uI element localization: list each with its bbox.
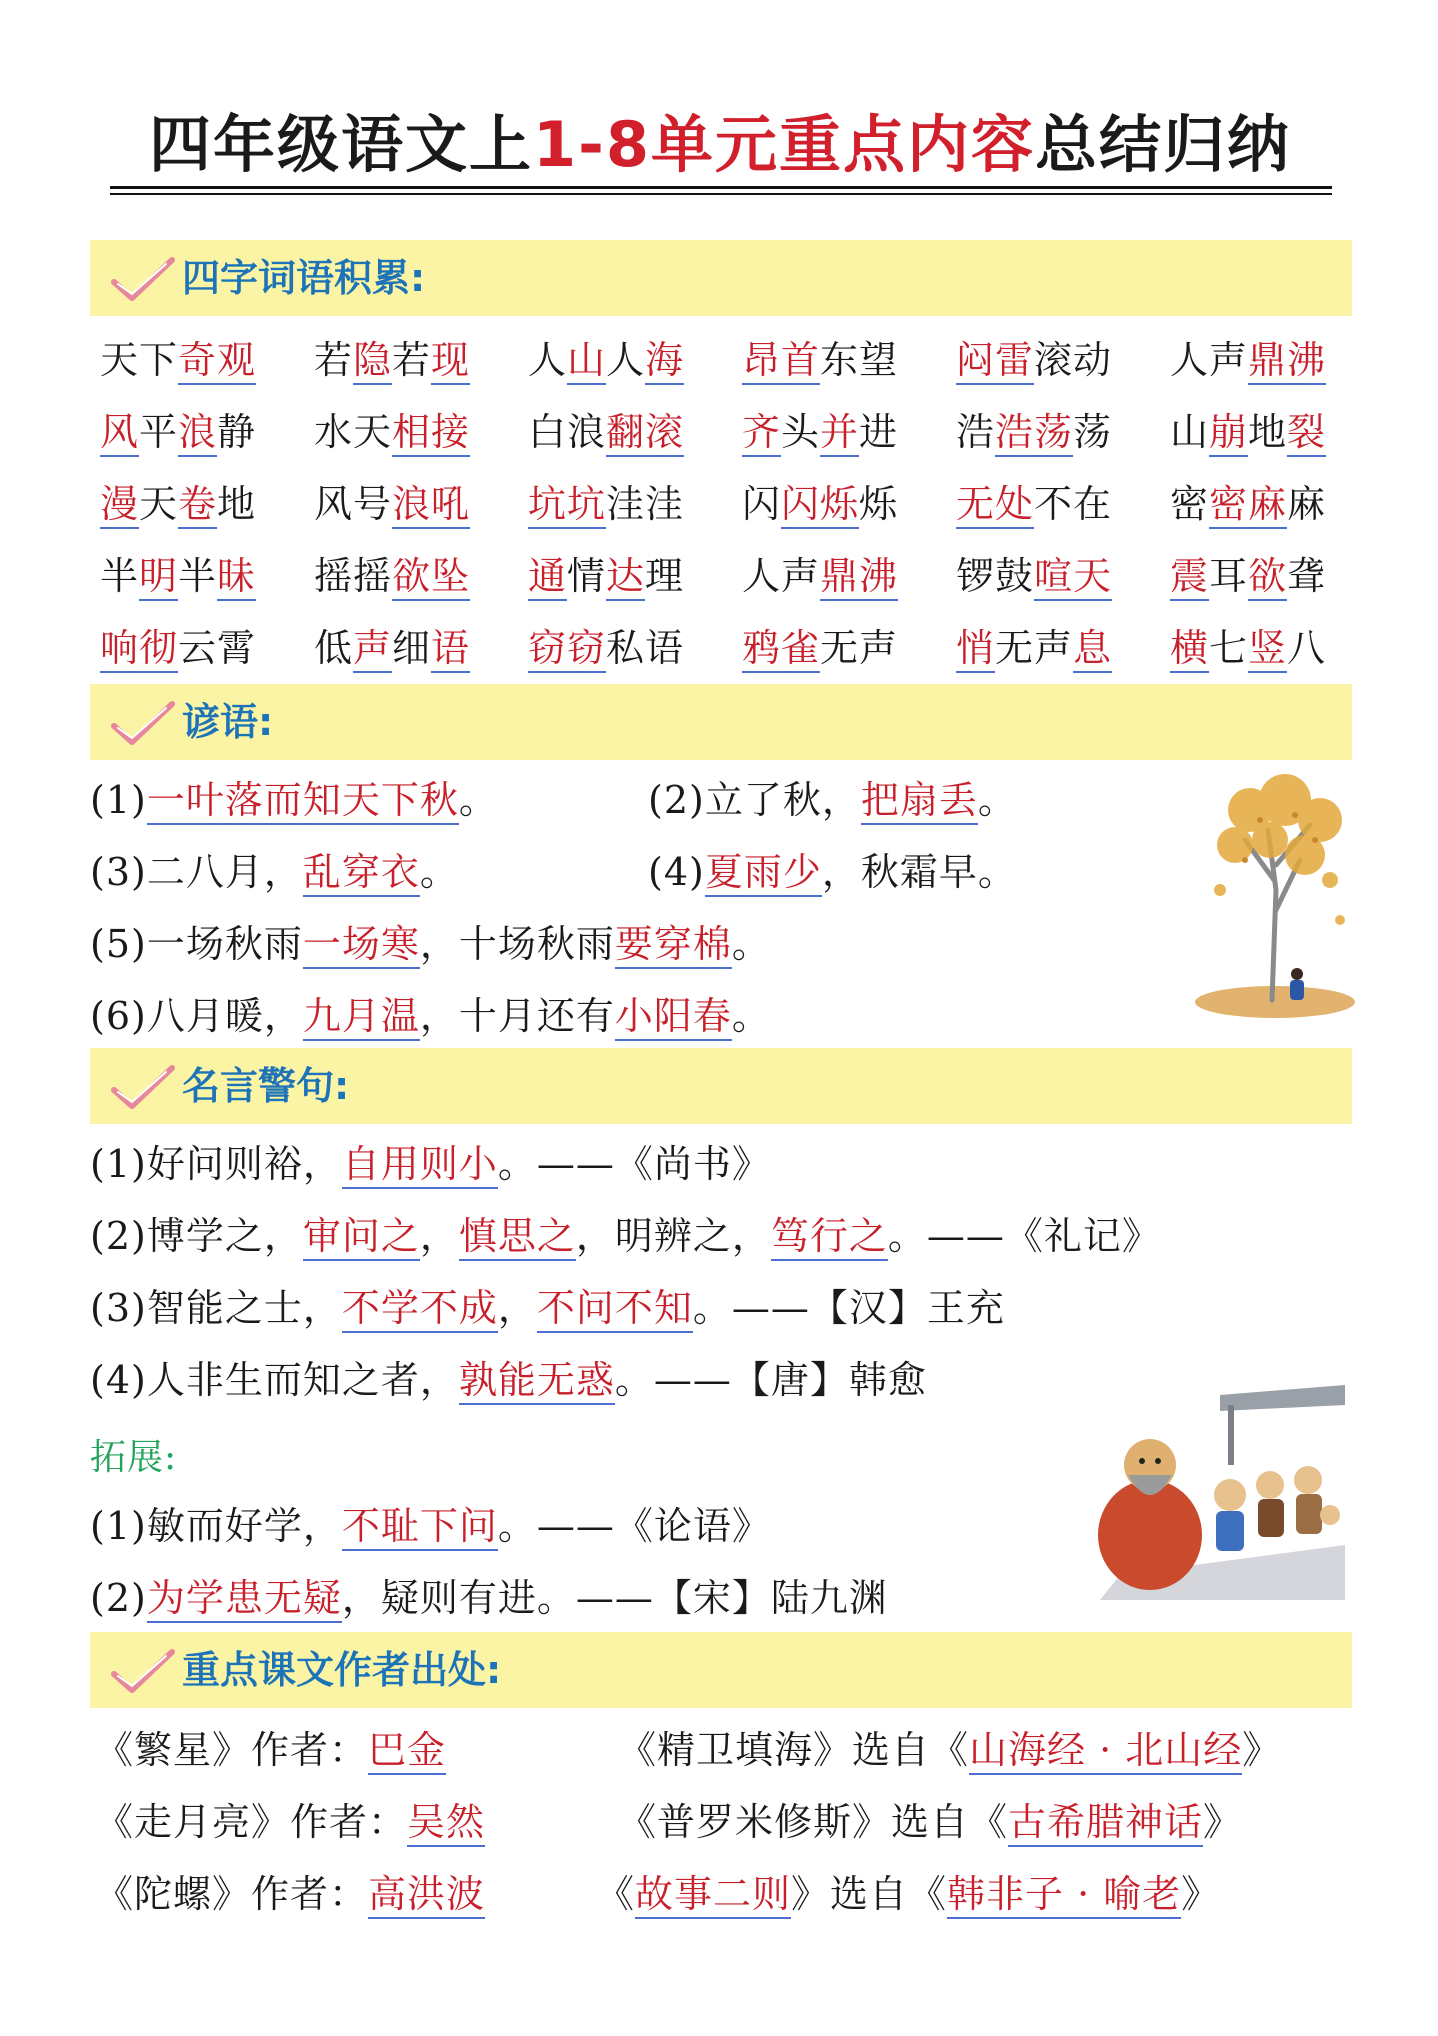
key-text: 语 (431, 626, 470, 673)
text-segment: 不在 (1034, 482, 1113, 526)
text-segment: 白浪 (528, 410, 607, 454)
text-segment: 私语 (606, 626, 685, 670)
idiom-item (1170, 330, 1326, 390)
section-header-proverbs (90, 684, 1352, 760)
idiom-item (528, 618, 684, 678)
text-segment: 天下 (100, 338, 179, 382)
key-text: 鸦雀 (742, 626, 820, 673)
section-title-authors: 重点课文作者出处: (182, 1648, 502, 1692)
key-text: 现 (431, 338, 470, 385)
key-text: 震 (1170, 554, 1209, 601)
author-line (95, 1720, 446, 1780)
text-segment: 地 (1248, 410, 1288, 454)
proverb-line (648, 842, 1017, 902)
text-segment: 半 (100, 554, 140, 598)
text-segment: (1) (90, 778, 147, 822)
extension-line (90, 1496, 771, 1556)
key-text: 海 (645, 338, 684, 385)
text-segment: 。——《论语》 (497, 1504, 771, 1548)
idiom-item (1170, 402, 1326, 462)
key-text: 夏雨少 (705, 850, 822, 897)
text-segment: ， (419, 1214, 459, 1258)
key-text: 通 (528, 554, 567, 601)
idiom-row (100, 618, 1360, 678)
idiom-item (742, 618, 898, 678)
key-text: 并 (820, 410, 859, 457)
title-part1: 四年级语文上 (148, 108, 533, 181)
idiom-item (314, 330, 470, 390)
text-segment: 情 (567, 554, 607, 598)
autumn-tree-illustration (1190, 770, 1360, 1020)
title-underline (110, 186, 1332, 189)
idiom-item (742, 546, 898, 606)
proverb-line (90, 770, 498, 830)
key-text: 浪 (178, 410, 217, 457)
key-text: 闪烁 (781, 482, 859, 529)
text-segment: 人 (606, 338, 646, 382)
key-text: 乱穿衣 (303, 850, 420, 897)
key-text: 奇观 (178, 338, 256, 385)
key-text: 隐 (353, 338, 392, 385)
text-segment: ， (497, 1286, 537, 1330)
text-segment: 。 (458, 778, 498, 822)
key-text: 喧天 (1034, 554, 1112, 601)
page-title (110, 105, 1330, 185)
text-segment: 平 (139, 410, 179, 454)
text-segment: 密 (1170, 482, 1210, 526)
idiom-item (100, 618, 256, 678)
text-segment: (1)敏而好学， (90, 1504, 342, 1548)
key-text: 不学不成 (342, 1286, 498, 1333)
text-segment: 头 (781, 410, 821, 454)
text-segment: (6)八月暖， (90, 994, 303, 1038)
key-text: 裂 (1287, 410, 1326, 457)
key-text: 竖 (1248, 626, 1287, 673)
text-segment: 。 (419, 850, 459, 894)
text-segment: 烁 (859, 482, 899, 526)
key-text: 小阳春 (615, 994, 732, 1041)
key-text: 密麻 (1209, 482, 1287, 529)
idiom-item (742, 402, 898, 462)
text-segment: (3)智能之士， (90, 1286, 342, 1330)
text-segment: 荡 (1073, 410, 1113, 454)
text-segment: (4)人非生而知之者， (90, 1358, 459, 1402)
key-text: 山 (567, 338, 606, 385)
key-text: 孰能无惑 (459, 1358, 615, 1405)
idiom-item (528, 546, 684, 606)
text-segment: ，十月还有 (419, 994, 615, 1038)
idiom-row (100, 474, 1360, 534)
key-text: 山海经 · 北山经 (969, 1728, 1242, 1775)
text-segment: 无声 (820, 626, 899, 670)
key-text: 息 (1073, 626, 1112, 673)
text-segment: 七 (1209, 626, 1249, 670)
key-text: 无处 (956, 482, 1034, 529)
section-header-quotes (90, 1048, 1352, 1124)
text-segment: 人 (528, 338, 568, 382)
text-segment: 。——《礼记》 (887, 1214, 1161, 1258)
text-segment: 。——【唐】韩愈 (614, 1358, 927, 1402)
text-segment: 。 (731, 922, 771, 966)
idiom-item (528, 330, 684, 390)
key-text: 闷雷 (956, 338, 1034, 385)
idiom-item (100, 474, 256, 534)
quote-line (90, 1278, 1005, 1338)
text-segment: 滚动 (1034, 338, 1113, 382)
key-text: 吴然 (407, 1800, 485, 1847)
key-text: 不耻下问 (342, 1504, 498, 1551)
idiom-item (956, 474, 1112, 534)
key-text: 响彻 (100, 626, 178, 673)
source-line (618, 1792, 1242, 1852)
key-text: 齐 (742, 410, 781, 457)
key-text: 笃行之 (771, 1214, 888, 1261)
key-text: 慎思之 (459, 1214, 576, 1261)
idiom-item (1170, 618, 1326, 678)
text-segment: 《精卫填海》选自《 (618, 1728, 970, 1772)
text-segment: 锣鼓 (956, 554, 1035, 598)
proverb-line (90, 842, 459, 902)
key-text: 审问之 (303, 1214, 420, 1261)
text-segment: 东望 (820, 338, 899, 382)
proverb-line (648, 770, 1017, 830)
text-segment: 八 (1287, 626, 1327, 670)
text-segment: 若 (314, 338, 354, 382)
text-segment: 。——【汉】王充 (692, 1286, 1005, 1330)
checkmark-icon (108, 698, 178, 748)
proverb-line (90, 914, 771, 974)
text-segment: 。 (977, 778, 1017, 822)
idiom-item (956, 330, 1112, 390)
key-text: 漫 (100, 482, 139, 529)
text-segment: 静 (217, 410, 257, 454)
text-segment: 聋 (1287, 554, 1327, 598)
idiom-row (100, 402, 1360, 462)
text-segment: 。——《尚书》 (497, 1142, 771, 1186)
text-segment: 半 (178, 554, 218, 598)
key-text: 风 (100, 410, 139, 457)
text-segment: 》 (1181, 1872, 1221, 1916)
text-segment: (2) (90, 1576, 147, 1620)
key-text: 把扇丢 (861, 778, 978, 825)
text-segment: 水天 (314, 410, 393, 454)
key-text: 声 (353, 626, 392, 673)
text-segment: (5)一场秋雨 (90, 922, 303, 966)
text-segment: 》选自《 (791, 1872, 948, 1916)
text-segment: 云霄 (178, 626, 257, 670)
text-segment: 风号 (314, 482, 393, 526)
author-line (95, 1792, 485, 1852)
key-text: 韩非子 · 喻老 (947, 1872, 1181, 1919)
text-segment: 无声 (995, 626, 1074, 670)
text-segment: 《普罗米修斯》选自《 (618, 1800, 1009, 1844)
quote-line (90, 1350, 927, 1410)
key-text: 鼎沸 (820, 554, 898, 601)
key-text: 自用则小 (342, 1142, 498, 1189)
text-segment: 若 (392, 338, 432, 382)
idiom-item (742, 474, 898, 534)
key-text: 浪吼 (392, 482, 470, 529)
text-segment: 进 (859, 410, 899, 454)
text-segment: 人声 (742, 554, 821, 598)
text-segment: 《陀螺》作者： (95, 1872, 369, 1916)
key-text: 窃窃 (528, 626, 606, 673)
key-text: 悄 (956, 626, 995, 673)
text-segment: 》 (1203, 1800, 1243, 1844)
text-segment: 人声 (1170, 338, 1249, 382)
text-segment: 《 (596, 1872, 636, 1916)
checkmark-icon (108, 254, 178, 304)
key-text: 明 (139, 554, 178, 601)
idiom-item (314, 618, 470, 678)
key-text: 不问不知 (537, 1286, 693, 1333)
title-part3: 总结归纳 (1035, 108, 1292, 181)
text-segment: 摇摇 (314, 554, 393, 598)
idiom-item (742, 330, 898, 390)
idiom-item (956, 546, 1112, 606)
key-text: 崩 (1209, 410, 1248, 457)
idiom-item (314, 402, 470, 462)
text-segment: 闪 (742, 482, 782, 526)
key-text: 一叶落而知天下秋 (147, 778, 459, 825)
quote-line (90, 1206, 1161, 1266)
title-part2: 1-8单元重点内容 (532, 108, 1035, 181)
key-text: 达 (606, 554, 645, 601)
text-segment: (2)立了秋， (648, 778, 861, 822)
key-text: 欲 (1248, 554, 1287, 601)
idiom-item (956, 402, 1112, 462)
key-text: 昧 (217, 554, 256, 601)
key-text: 古希腊神话 (1008, 1800, 1203, 1847)
text-segment: 洼洼 (606, 482, 685, 526)
extension-line (90, 1568, 888, 1628)
key-text: 鼎沸 (1248, 338, 1326, 385)
text-segment: 》 (1242, 1728, 1282, 1772)
text-segment: ，秋霜早。 (821, 850, 1017, 894)
key-text: 翻滚 (606, 410, 684, 457)
text-segment: 耳 (1209, 554, 1249, 598)
idiom-item (314, 474, 470, 534)
idiom-item (956, 618, 1112, 678)
idiom-item (100, 330, 256, 390)
section-title-proverbs: 谚语: (182, 700, 274, 744)
text-segment: 细 (392, 626, 432, 670)
key-text: 为学患无疑 (147, 1576, 342, 1623)
key-text: 九月温 (303, 994, 420, 1041)
text-segment: ，疑则有进。——【宋】陆九渊 (341, 1576, 888, 1620)
idiom-item (1170, 546, 1326, 606)
key-text: 巴金 (368, 1728, 446, 1775)
idiom-item (100, 546, 256, 606)
text-segment: 《繁星》作者： (95, 1728, 369, 1772)
idiom-item (528, 474, 684, 534)
key-text: 一场寒 (303, 922, 420, 969)
key-text: 卷 (178, 482, 217, 529)
quote-line (90, 1134, 771, 1194)
key-text: 昂首 (742, 338, 820, 385)
text-segment: 天 (139, 482, 179, 526)
text-segment: ，十场秋雨 (419, 922, 615, 966)
idiom-item (100, 402, 256, 462)
idiom-row (100, 330, 1360, 390)
section-header-authors (90, 1632, 1352, 1708)
text-segment: (3)二八月， (90, 850, 303, 894)
text-segment: 《走月亮》作者： (95, 1800, 408, 1844)
idiom-item (528, 402, 684, 462)
idiom-item (1170, 474, 1326, 534)
author-line (95, 1864, 485, 1924)
key-text: 相接 (392, 410, 470, 457)
key-text: 浩荡 (995, 410, 1073, 457)
text-segment: (4) (648, 850, 705, 894)
idiom-item (314, 546, 470, 606)
key-text: 高洪波 (368, 1872, 485, 1919)
text-segment: (1)好问则裕， (90, 1142, 342, 1186)
section-title-quotes: 名言警句: (182, 1064, 350, 1108)
text-segment: 地 (217, 482, 257, 526)
text-segment: 低 (314, 626, 354, 670)
classroom-illustration (1080, 1375, 1350, 1600)
key-text: 横 (1170, 626, 1209, 673)
text-segment: 浩 (956, 410, 996, 454)
proverb-line (90, 986, 771, 1046)
section-title-idioms: 四字词语积累: (182, 256, 426, 300)
checkmark-icon (108, 1646, 178, 1696)
key-text: 欲坠 (392, 554, 470, 601)
text-segment: ，明辨之， (575, 1214, 771, 1258)
idiom-row (100, 546, 1360, 606)
section-header-idioms (90, 240, 1352, 316)
text-segment: 麻 (1287, 482, 1327, 526)
extension-label: 拓展: (90, 1437, 178, 1478)
text-segment: 。 (731, 994, 771, 1038)
title-underline-double (110, 193, 1332, 195)
key-text: 故事二则 (635, 1872, 791, 1919)
text-segment: 山 (1170, 410, 1210, 454)
text-segment: 理 (645, 554, 685, 598)
text-segment: (2)博学之， (90, 1214, 303, 1258)
key-text: 坑坑 (528, 482, 606, 529)
checkmark-icon (108, 1062, 178, 1112)
source-line (596, 1864, 1220, 1924)
source-line (618, 1720, 1281, 1780)
key-text: 要穿棉 (615, 922, 732, 969)
